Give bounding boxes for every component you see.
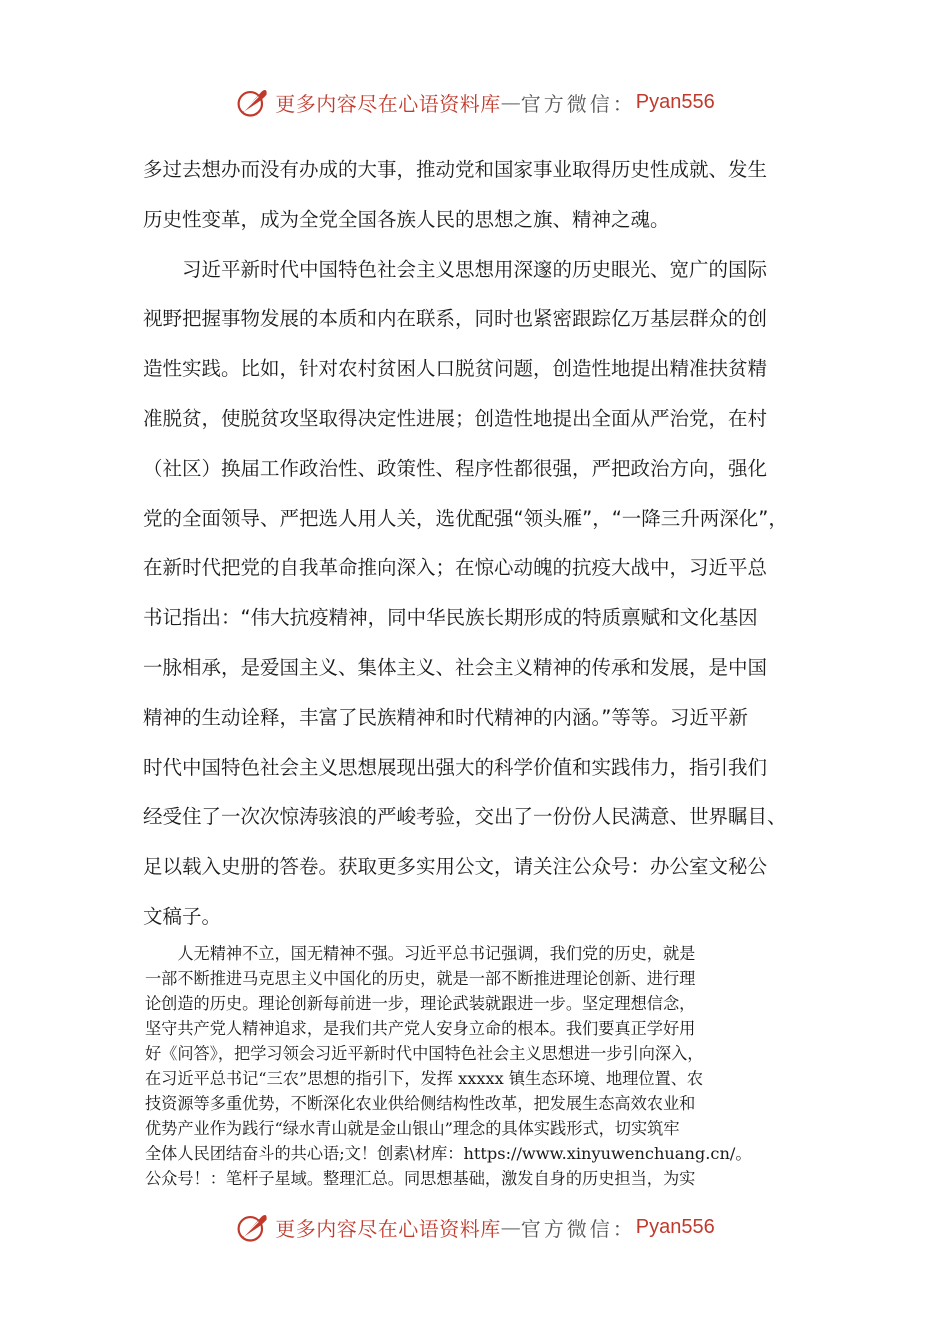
text-line: 经受住了一次次惊涛骇浪的严峻考验，交出了一份份人民满意、世界瞩目、 bbox=[143, 805, 787, 829]
text-line: 优势产业作为践行“绿水青山就是金山银山”理念的具体实践形式，切实筑牢 bbox=[145, 1119, 680, 1138]
appendix-text bbox=[145, 941, 815, 1191]
text-line: 一脉相承，是爱国主义、集体主义、社会主义精神的传承和发展，是中国 bbox=[143, 655, 768, 679]
text-line: 论创造的历史。理论创新每前进一步，理论武装就跟进一步。坚定理想信念， bbox=[145, 994, 696, 1013]
text-line: 历史性变革，成为全党全国各族人民的思想之旗、精神之魂。 bbox=[143, 207, 670, 231]
text-line: 习近平新时代中国特色社会主义思想用深邃的历史眼光、宽广的国际 bbox=[143, 257, 768, 281]
footer-banner bbox=[0, 1207, 950, 1247]
banner-label: 官方微信： bbox=[520, 1216, 636, 1241]
text-line: 坚守共产党人精神追求，是我们共产党人安身立命的根本。我们要真正学好用 bbox=[145, 1019, 696, 1038]
text-line: 在新时代把党的自我革命推向深入；在惊心动魄的抗疫大战中，习近平总 bbox=[143, 556, 768, 580]
text-line: 足以载入史册的答卷。获取更多实用公文，请关注公众号：办公室文秘公 bbox=[143, 855, 768, 879]
text-line: 时代中国特色社会主义思想展现出强大的科学价值和实践伟力，指引我们 bbox=[143, 755, 768, 779]
text-line: 人无精神不立，国无精神不强。习近平总书记强调，我们党的历史，就是 bbox=[145, 944, 696, 963]
quill-logo-icon bbox=[235, 84, 271, 120]
wechat-id: Pyan556 bbox=[635, 90, 715, 113]
quill-logo-icon bbox=[235, 1209, 271, 1245]
text-line: 全体人民团结奋斗的共心语;文！创素\材库：https://www.xinyuwenchuang.cn/。 bbox=[145, 1144, 752, 1163]
text-line: 书记指出：“伟大抗疫精神，同中华民族长期形成的特质禀赋和文化基因 bbox=[143, 606, 758, 630]
banner-label: 官方微信： bbox=[520, 91, 636, 116]
body-text bbox=[143, 145, 813, 942]
text-line: 在习近平总书记“三农”思想的指引下，发挥 xxxxx 镇生态环境、地理位置、农 bbox=[145, 1069, 704, 1088]
text-line: 公众号！：笔杆子星域。整理汇总。同思想基础，激发自身的历史担当，为实 bbox=[145, 1169, 696, 1188]
banner-text: 更多内容尽在心语资料库 bbox=[275, 91, 501, 116]
header-banner bbox=[0, 82, 950, 122]
text-line: 一部不断推进马克思主义中国化的历史，就是一部不断推进理论创新、进行理 bbox=[145, 969, 696, 988]
banner-separator: — bbox=[500, 90, 521, 114]
text-line: 精神的生动诠释，丰富了民族精神和时代精神的内涵。”等等。习近平新 bbox=[143, 705, 748, 729]
text-line: 文稿子。 bbox=[143, 904, 222, 928]
text-line: （社区）换届工作政治性、政策性、程序性都很强，严把政治方向，强化 bbox=[143, 456, 768, 480]
text-line: 视野把握事物发展的本质和内在联系，同时也紧密跟踪亿万基层群众的创 bbox=[143, 307, 768, 331]
text-line: 多过去想办而没有办成的大事，推动党和国家事业取得历史性成就、发生 bbox=[143, 158, 768, 181]
banner-text: 更多内容尽在心语资料库 bbox=[275, 1216, 501, 1241]
text-line: 造性实践。比如，针对农村贫困人口脱贫问题，创造性地提出精准扶贫精 bbox=[143, 357, 768, 381]
text-line: 准脱贫，使脱贫攻坚取得决定性进展；创造性地提出全面从严治党，在村 bbox=[143, 406, 768, 430]
wechat-id: Pyan556 bbox=[635, 1215, 715, 1238]
banner-separator: — bbox=[500, 1215, 521, 1239]
text-line: 好《问答》，把学习领会习近平新时代中国特色社会主义思想进一步引向深入， bbox=[145, 1044, 704, 1063]
text-line: 党的全面领导、严把选人用人关，选优配强“领头雁”，“一降三升两深化”， bbox=[143, 506, 788, 530]
text-line: 技资源等多重优势，不断深化农业供给侧结构性改革，把发展生态高效农业和 bbox=[145, 1094, 696, 1113]
